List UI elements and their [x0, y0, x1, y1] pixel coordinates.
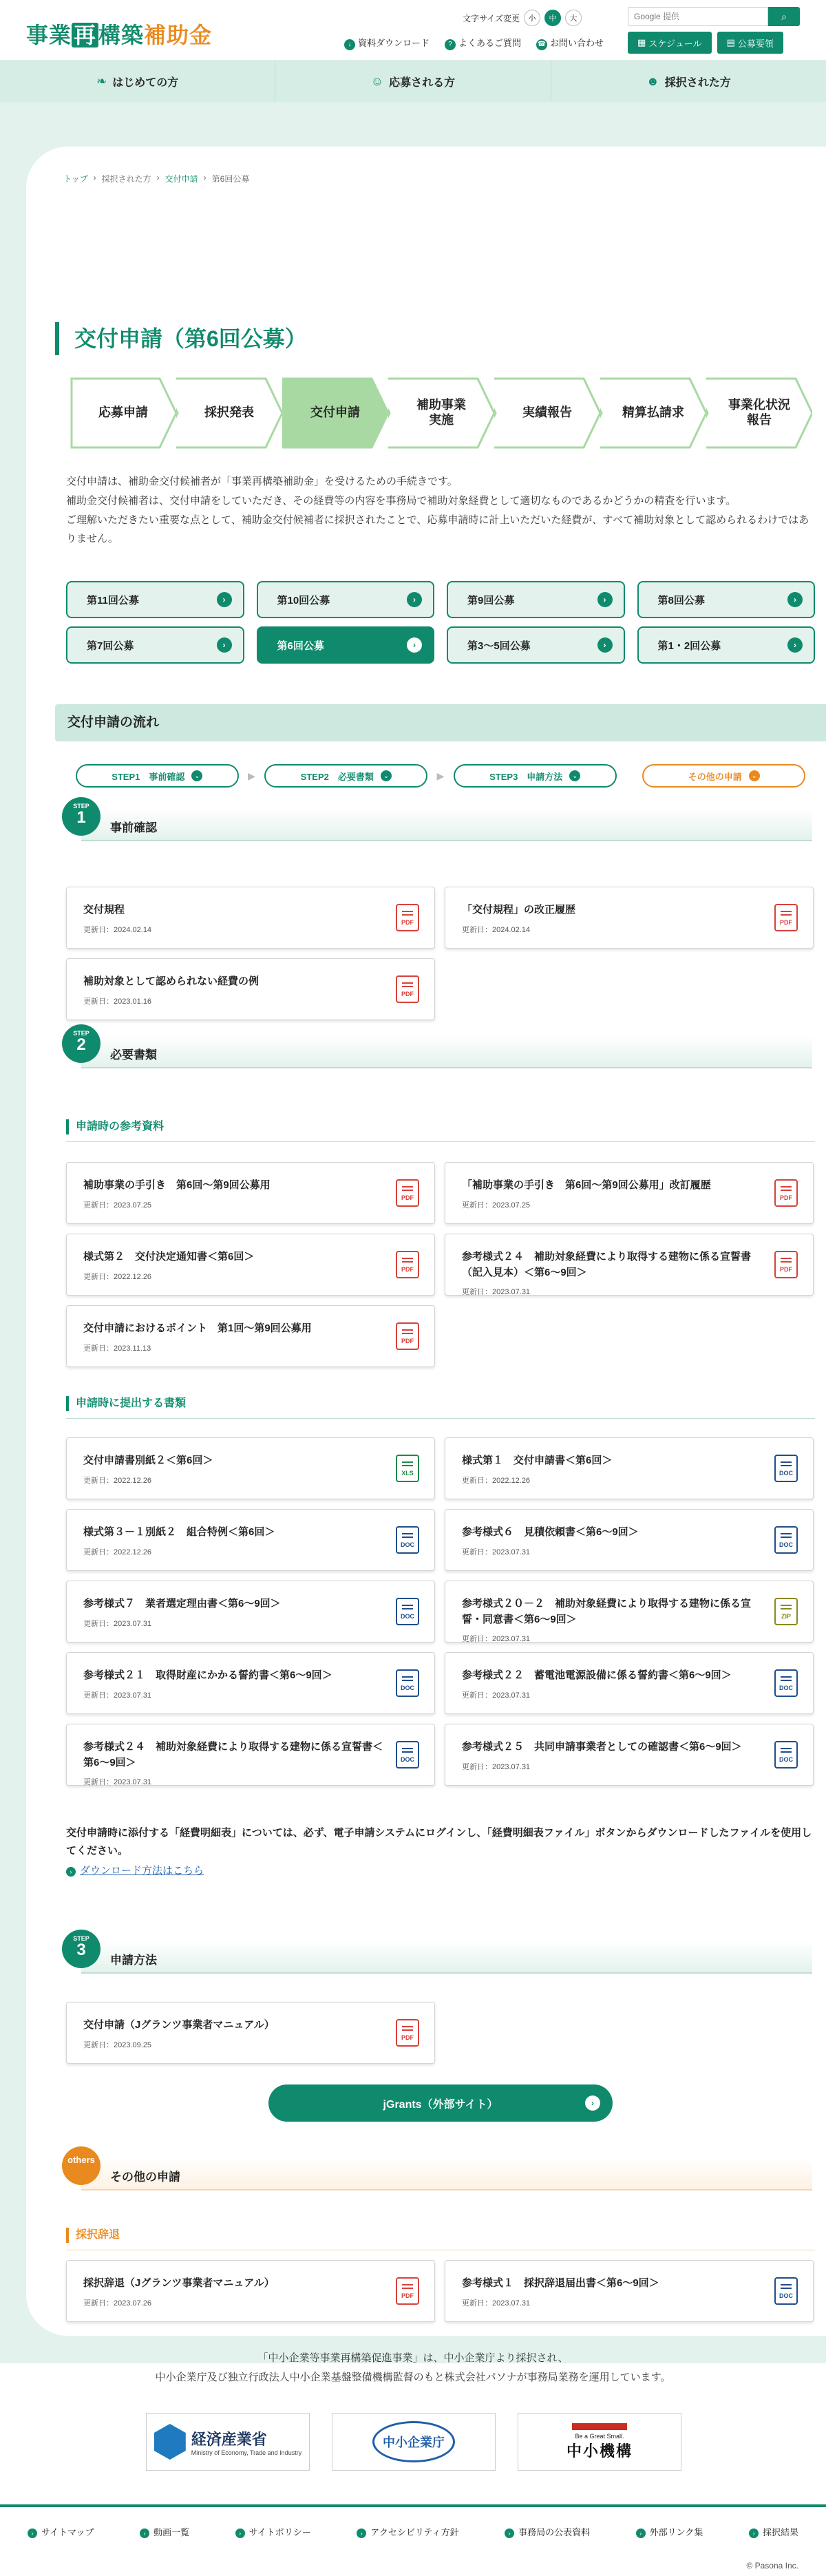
search-button[interactable] — [768, 7, 800, 26]
main-area — [0, 102, 826, 2363]
document-title: 参考様式２５ 共同申請事業者としての確認書＜第6～9回＞ — [462, 1741, 742, 1753]
chevron-right-icon: › — [28, 2529, 37, 2538]
flow-others-button[interactable]: その他の申請 ⌄ — [642, 764, 805, 788]
process-step — [282, 377, 388, 449]
question-icon: ? — [445, 39, 456, 50]
arrow-right-icon: ▶ — [248, 770, 255, 781]
document-title: 参考様式２１ 取得財産にかかる誓約書＜第6～9回＞ — [83, 1669, 332, 1681]
chevron-right-icon: › — [597, 592, 613, 607]
document-date: 更新日：2023.07.25 — [462, 1201, 531, 1210]
document-card[interactable] — [66, 887, 435, 949]
search-input[interactable] — [628, 7, 768, 26]
footer-nav-link[interactable]: › 事務局の公表資料 — [505, 2525, 590, 2538]
process-step — [388, 377, 494, 449]
chevron-right-icon: › — [217, 637, 232, 653]
breadcrumb-current: 第6回公募 — [211, 174, 250, 184]
chevron-right-icon: › — [787, 637, 803, 653]
document-date: 更新日：2023.07.31 — [462, 1762, 531, 1771]
document-date: 更新日：2023.07.31 — [462, 1691, 531, 1700]
document-date: 更新日：2023.07.25 — [83, 1201, 152, 1210]
chevron-right-icon: › — [140, 2529, 149, 2538]
pdf-file-icon: PDF — [774, 1179, 798, 1207]
xls-file-icon: XLS — [396, 1455, 419, 1482]
document-title: 交付申請におけるポイント 第1回～第9回公募用 — [83, 1322, 312, 1334]
document-card[interactable] — [66, 1652, 435, 1714]
document-title: 参考様式１ 採択辞退届出書＜第6～9回＞ — [462, 2277, 659, 2289]
document-card[interactable] — [445, 1652, 814, 1714]
round-button[interactable]: 第10回公募 › — [257, 581, 435, 618]
copyright: © Pasona Inc. — [746, 2561, 798, 2570]
document-card[interactable] — [66, 2002, 435, 2064]
document-title: 参考様式２４ 補助対象経費により取得する建物に係る宣誓書＜第6～9回＞ — [83, 1741, 383, 1769]
chevron-right-icon: › — [217, 592, 232, 607]
document-card[interactable] — [66, 1724, 435, 1786]
guideline-button[interactable]: ▤ 公募要領 — [717, 32, 783, 54]
breadcrumb-grant[interactable]: 交付申請 — [165, 174, 198, 184]
document-date: 更新日：2023.07.31 — [83, 1691, 152, 1700]
chevron-right-icon: › — [787, 592, 803, 607]
chevron-right-icon: › — [66, 1867, 76, 1877]
document-card[interactable] — [445, 2260, 814, 2322]
document-icon: ▤ — [726, 37, 735, 47]
withdrawal-heading: 採択辞退 — [66, 2228, 120, 2243]
others-badge: others — [62, 2146, 100, 2185]
chevron-down-icon: ⌄ — [749, 770, 760, 781]
flow-step3-button[interactable]: STEP3 申請方法 ⌄ — [454, 764, 617, 788]
submission-documents-heading: 申請時に提出する書類 — [66, 1396, 186, 1411]
document-card[interactable] — [66, 1305, 435, 1367]
zip-file-icon: ZIP — [774, 1598, 798, 1625]
chevron-down-icon: ⌄ — [381, 770, 392, 781]
step3-badge: STEP 3 — [62, 1930, 100, 1968]
flow-nav — [76, 764, 805, 788]
round-button[interactable]: 第8回公募 › — [637, 581, 816, 618]
process-step-label: 補助事業 実施 — [416, 398, 466, 427]
page-title: 交付申請（第6回公募） — [55, 322, 307, 355]
document-date: 更新日：2024.02.14 — [83, 925, 152, 934]
process-step — [176, 377, 282, 449]
document-card[interactable] — [445, 1162, 814, 1224]
round-selector — [66, 581, 815, 664]
site-header — [0, 0, 826, 61]
doc-file-icon: DOC — [774, 1669, 798, 1697]
pdf-file-icon: PDF — [396, 2277, 419, 2305]
document-date: 更新日：2022.12.26 — [83, 1272, 152, 1281]
process-step-label: 実績報告 — [522, 405, 572, 420]
process-step-label: 交付申請 — [310, 405, 360, 420]
step2-badge: STEP 2 — [62, 1024, 100, 1063]
process-steps — [70, 377, 812, 449]
chevron-right-icon: › — [585, 2095, 600, 2111]
step2-heading: STEP 2 必要書類 — [62, 1024, 812, 1066]
step1-badge: STEP 1 — [62, 797, 100, 836]
pdf-file-icon: PDF — [774, 1251, 798, 1278]
step1-heading: STEP 1 事前確認 — [62, 797, 812, 838]
doc-file-icon: DOC — [774, 1455, 798, 1482]
document-title: 参考様式６ 見積依頼書＜第6～9回＞ — [462, 1526, 639, 1538]
document-title: 交付申請書別紙２＜第6回＞ — [83, 1455, 213, 1466]
document-card[interactable] — [66, 1234, 435, 1296]
document-title: 参考様式２０－２ 補助対象経費により取得する建物に係る宣誓・同意書＜第6～9回＞ — [462, 1598, 752, 1625]
chevron-right-icon: › — [407, 592, 422, 607]
process-step-label: 事業化状況 報告 — [728, 398, 790, 427]
round-button[interactable]: 第9回公募 › — [447, 581, 625, 618]
doc-file-icon: DOC — [774, 1741, 798, 1769]
document-card[interactable] — [445, 1437, 814, 1499]
footer-nav-link[interactable]: › 採択結果 — [749, 2525, 798, 2538]
document-card[interactable] — [445, 1509, 814, 1571]
leaf-icon: ❧ — [96, 74, 107, 88]
gnav-applicants[interactable]: ☺ 応募される方 — [275, 61, 551, 102]
document-card[interactable] — [445, 1234, 814, 1296]
doc-file-icon: DOC — [774, 2277, 798, 2305]
doc-file-icon: DOC — [396, 1598, 419, 1625]
intro-text: 交付申請は、補助金交付候補者が「事業再構築補助金」を受けるための手続きです。 補助金交付候補者は、交付申請をしていただき、その経費等の内容を事務局で補助対象経費として適切なものであるかどうかの精査を行います。 ご理解いただきたい重要な点として、補助金交付候補者に採択されたことで、応募申請時に計上いただいた経費が、すべて補助対象として認められるわけではありません。 — [66, 476, 809, 545]
document-title: 参考様式２４ 補助対象経費により取得する建物に係る宣誓書（記入見本）＜第6～9回＞ — [462, 1251, 752, 1278]
pdf-file-icon: PDF — [396, 1251, 419, 1278]
header-buttons — [628, 32, 783, 54]
document-card[interactable] — [66, 1509, 435, 1571]
document-title: 参考様式２２ 蓄電池電源設備に係る誓約書＜第6～9回＞ — [462, 1669, 732, 1681]
jgrants-button[interactable]: jGrants（外部サイト） › — [268, 2084, 613, 2122]
footer-intro: 「中小企業等事業再構築促進事業」は、中小企業庁より採択され、 中小企業庁及び独立行政法人中小企業基盤整備機構監督のもと株式会社パソナが事務局業務を運用しています。 — [155, 2352, 671, 2383]
flow-step2-button[interactable]: STEP2 必要書類 ⌄ — [264, 764, 427, 788]
pdf-file-icon: PDF — [396, 904, 419, 931]
document-title: 交付申請（Jグランツ事業者マニュアル） — [83, 2019, 275, 2031]
faq-link[interactable]: ? よくあるご質問 — [445, 36, 521, 50]
people-icon: ☻ — [646, 74, 659, 88]
download-icon: ↓ — [344, 39, 355, 50]
chevron-right-icon: › — [749, 2529, 759, 2538]
doc-file-icon: DOC — [396, 1526, 419, 1554]
document-title: 採択辞退（Jグランツ事業者マニュアル） — [83, 2277, 275, 2289]
chevron-right-icon: › — [636, 2529, 646, 2538]
document-date: 更新日：2023.07.31 — [462, 1548, 531, 1556]
process-step-label: 精算払請求 — [622, 405, 684, 420]
pdf-file-icon: PDF — [396, 1322, 419, 1350]
gnav-adopted[interactable]: ☻ 採択された方 — [646, 74, 731, 89]
meti-mark-icon — [154, 2424, 186, 2460]
document-date: 更新日：2023.07.31 — [83, 1778, 152, 1786]
footer-nav-link[interactable]: › 外部リンク集 — [636, 2525, 703, 2538]
pdf-file-icon: PDF — [774, 904, 798, 931]
document-title: 補助対象として認められない経費の例 — [83, 975, 260, 987]
document-title: 交付規程 — [83, 904, 125, 916]
round-button[interactable]: 第6回公募 › — [257, 626, 435, 664]
chevron-right-icon: › — [407, 637, 422, 653]
step3-heading: STEP 3 申請方法 — [62, 1930, 812, 1971]
chevron-right-icon: › — [505, 2529, 514, 2538]
process-step — [600, 377, 706, 449]
document-date: 更新日：2023.07.26 — [83, 2299, 152, 2308]
gnav-beginners[interactable]: ❧ はじめての方 — [0, 61, 275, 102]
process-step — [706, 377, 812, 449]
chevron-right-icon: › — [597, 637, 613, 653]
footer-nav-link[interactable]: › サイトポリシー — [235, 2525, 311, 2538]
global-nav — [0, 61, 826, 102]
round-button[interactable]: 第11回公募 › — [66, 581, 244, 618]
breadcrumb: トップ › 採択された方 › 交付申請 › 第6回公募 — [63, 173, 250, 184]
pdf-file-icon: PDF — [396, 975, 419, 1003]
schedule-button[interactable]: ▦ スケジュール — [628, 32, 712, 54]
footer-nav-link[interactable]: › アクセシビリティ方針 — [357, 2525, 458, 2538]
pdf-file-icon: PDF — [396, 2019, 419, 2047]
chusho-logo[interactable]: 中小企業庁 — [332, 2413, 496, 2471]
document-date: 更新日：2023.09.25 — [83, 2040, 152, 2049]
arrow-right-icon: ▶ — [436, 770, 445, 781]
document-date: 更新日：2023.11.13 — [83, 1344, 151, 1353]
pdf-file-icon: PDF — [396, 1179, 419, 1207]
contact-link[interactable]: ☎ お問い合わせ — [536, 36, 604, 50]
document-date: 更新日：2022.12.26 — [83, 1548, 152, 1556]
document-title: 様式第２ 交付決定通知書＜第6回＞ — [83, 1251, 255, 1263]
process-step-label: 応募申請 — [98, 405, 148, 420]
chevron-right-icon: › — [357, 2529, 366, 2538]
document-date: 更新日：2022.12.26 — [462, 1476, 531, 1485]
document-card[interactable] — [66, 958, 435, 1020]
doc-file-icon: DOC — [396, 1741, 419, 1769]
round-button[interactable]: 第3～5回公募 › — [447, 626, 625, 664]
footer-logos — [146, 2413, 681, 2471]
round-button[interactable]: 第1・2回公募 › — [637, 626, 816, 664]
flow-section-title: 交付申請の流れ — [55, 704, 826, 741]
flow-step1-button[interactable]: STEP1 事前確認 ⌄ — [76, 764, 239, 788]
footer-nav-link[interactable]: › サイトマップ — [28, 2525, 94, 2538]
others-heading: others その他の申請 — [62, 2146, 812, 2188]
footer-nav — [28, 2525, 798, 2538]
document-card[interactable] — [66, 1162, 435, 1224]
document-title: 「補助事業の手引き 第6回～第9回公募用」改訂履歴 — [462, 1179, 711, 1191]
document-date: 更新日：2022.12.26 — [83, 1476, 152, 1485]
document-card[interactable] — [66, 2260, 435, 2322]
chevron-down-icon: ⌄ — [569, 770, 580, 781]
breadcrumb-top[interactable]: トップ — [63, 174, 88, 184]
footer-nav-link[interactable]: › 動画一覧 — [140, 2525, 189, 2538]
document-title: 「交付規程」の改正履歴 — [462, 904, 576, 916]
phone-icon: ☎ — [536, 39, 547, 50]
document-title: 様式第１ 交付申請書＜第6回＞ — [462, 1455, 613, 1466]
smrj-logo[interactable]: Be a Great Small. 中小機構 — [518, 2413, 681, 2471]
download-link[interactable]: ↓ 資料ダウンロード — [344, 36, 430, 50]
calendar-icon: ▦ — [637, 37, 646, 47]
round-button[interactable]: 第7回公募 › — [66, 626, 244, 664]
site-search — [628, 7, 800, 26]
doc-file-icon: DOC — [396, 1669, 419, 1697]
document-title: 参考様式７ 業者選定理由書＜第6～9回＞ — [83, 1598, 281, 1609]
text-size-small-button[interactable]: 小 — [524, 10, 540, 26]
document-date: 更新日：2023.07.31 — [462, 1288, 531, 1296]
document-date: 更新日：2023.01.16 — [83, 997, 152, 1006]
download-method-link[interactable]: › ダウンロード方法はこちら — [66, 1862, 815, 1880]
document-date: 更新日：2023.07.31 — [462, 1635, 531, 1643]
chevron-right-icon: › — [235, 2529, 245, 2538]
search-icon: ⌕ — [781, 10, 787, 22]
document-card[interactable] — [445, 887, 814, 949]
document-title: 様式第３－１別紙２ 組合特例＜第6回＞ — [83, 1526, 275, 1538]
document-date: 更新日：2024.02.14 — [462, 925, 531, 934]
breadcrumb-adopted[interactable]: 採択された方 — [101, 174, 151, 184]
reference-materials-heading: 申請時の参考資料 — [66, 1119, 164, 1134]
person-icon: ☺ — [370, 74, 384, 88]
text-size-large-button[interactable]: 大 — [565, 10, 582, 26]
utility-links — [344, 36, 604, 50]
document-card[interactable] — [66, 1437, 435, 1499]
site-logo[interactable]: 事業再構築補助金 — [26, 23, 213, 47]
expense-sheet-note: 交付申請時に添付する「経費明細表」については、必ず、電子申請システムにログインし、「経費明細表ファイル」ボタンからダウンロードしたファイルを使用してください。 › ダウンロード方法はこちら — [66, 1824, 815, 1880]
document-card[interactable] — [445, 1724, 814, 1786]
document-date: 更新日：2023.07.31 — [462, 2299, 531, 2308]
text-size-label: 文字サイズ変更 — [463, 13, 520, 23]
document-card[interactable] — [66, 1581, 435, 1643]
text-size-control — [463, 10, 582, 26]
chevron-down-icon: ⌄ — [191, 770, 202, 781]
document-date: 更新日：2023.07.31 — [83, 1619, 152, 1628]
process-step-label: 採択発表 — [204, 405, 254, 420]
text-size-medium-button[interactable]: 中 — [544, 10, 561, 26]
doc-file-icon: DOC — [774, 1526, 798, 1554]
process-step — [494, 377, 600, 449]
document-card[interactable] — [445, 1581, 814, 1643]
meti-logo[interactable]: 経済産業省 Ministry of Economy, Trade and Industry — [146, 2413, 310, 2471]
document-title: 補助事業の手引き 第6回～第9回公募用 — [83, 1179, 271, 1191]
process-step — [70, 377, 176, 449]
